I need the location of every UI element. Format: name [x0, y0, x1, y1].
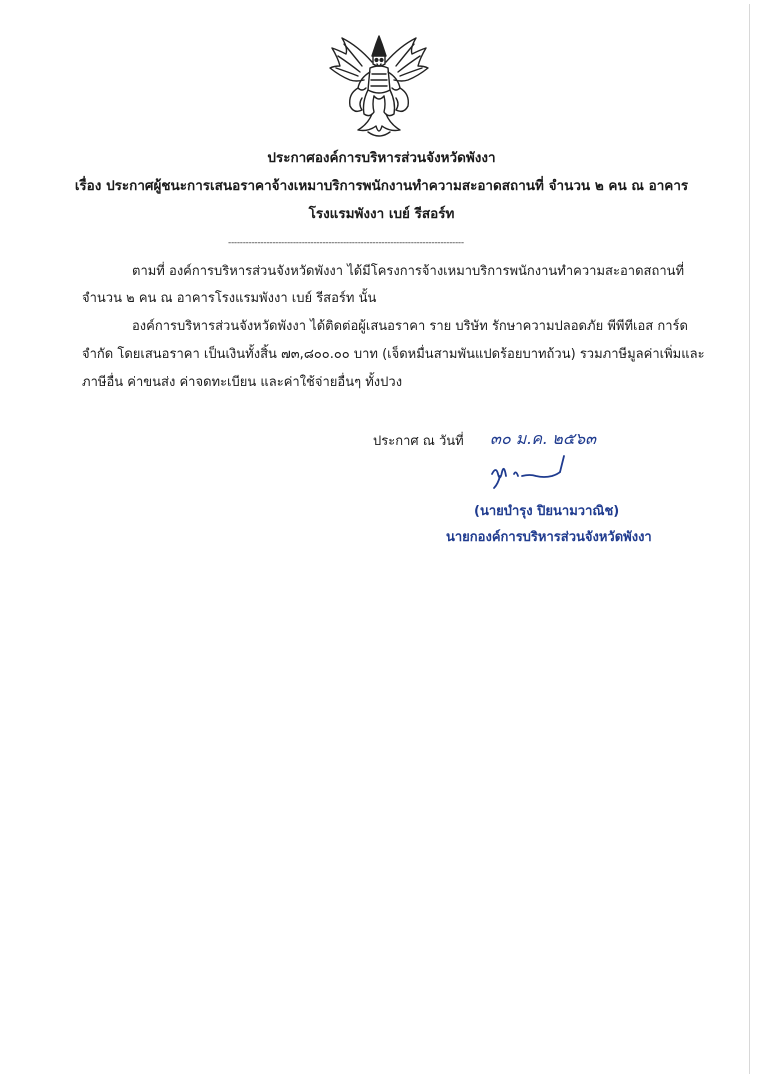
paragraph-2-line-2: จำกัด โดยเสนอราคา เป็นเงินทั้งสิ้น ๗๓,๘๐๐.๐๐ บาท (เจ็ดหมื่นสามพันแปดร้อยบาทถ้วน) รวมภาษีมูลค่าเพิ่มและ	[82, 347, 705, 362]
announcement-date-handwritten: ๓๐ ม.ค. ๒๕๖๓	[490, 429, 597, 448]
garuda-emblem-icon	[328, 32, 430, 142]
paragraph-2-line-1: องค์การบริหารส่วนจังหวัดพังงา ได้ติดต่อผู้เสนอราคา ราย บริษัท รักษาความปลอดภัย พีพีทีเอส การ์ด	[132, 319, 688, 334]
announcement-date-label: ประกาศ ณ วันที่	[373, 434, 464, 449]
separator-line: --------------------------------------------------------------------------------	[228, 238, 464, 248]
subject-line-2: โรงแรมพังงา เบย์ รีสอร์ท	[308, 206, 455, 222]
signature-icon	[488, 452, 580, 492]
subject-line-1: เรื่อง ประกาศผู้ชนะการเสนอราคาจ้างเหมาบริการพนักงานทำความสะอาดสถานที่ จำนวน ๒ คน ณ อาคาร	[74, 178, 689, 194]
paragraph-1-line-2: จำนวน ๒ คน ณ อาคารโรงแรมพังงา เบย์ รีสอร์ท นั้น	[82, 291, 377, 306]
signatory-position: นายกองค์การบริหารส่วนจังหวัดพังงา	[446, 530, 652, 545]
signatory-name: (นายบำรุง ปิยนามวาณิช)	[474, 504, 620, 519]
announcement-title: ประกาศองค์การบริหารส่วนจังหวัดพังงา	[267, 150, 496, 166]
paragraph-2-line-3: ภาษีอื่น ค่าขนส่ง ค่าจดทะเบียน และค่าใช้จ่ายอื่นๆ ทั้งปวง	[82, 375, 403, 390]
paragraph-1-line-1: ตามที่ องค์การบริหารส่วนจังหวัดพังงา ได้มีโครงการจ้างเหมาบริการพนักงานทำความสะอาดสถานที่	[132, 264, 685, 279]
